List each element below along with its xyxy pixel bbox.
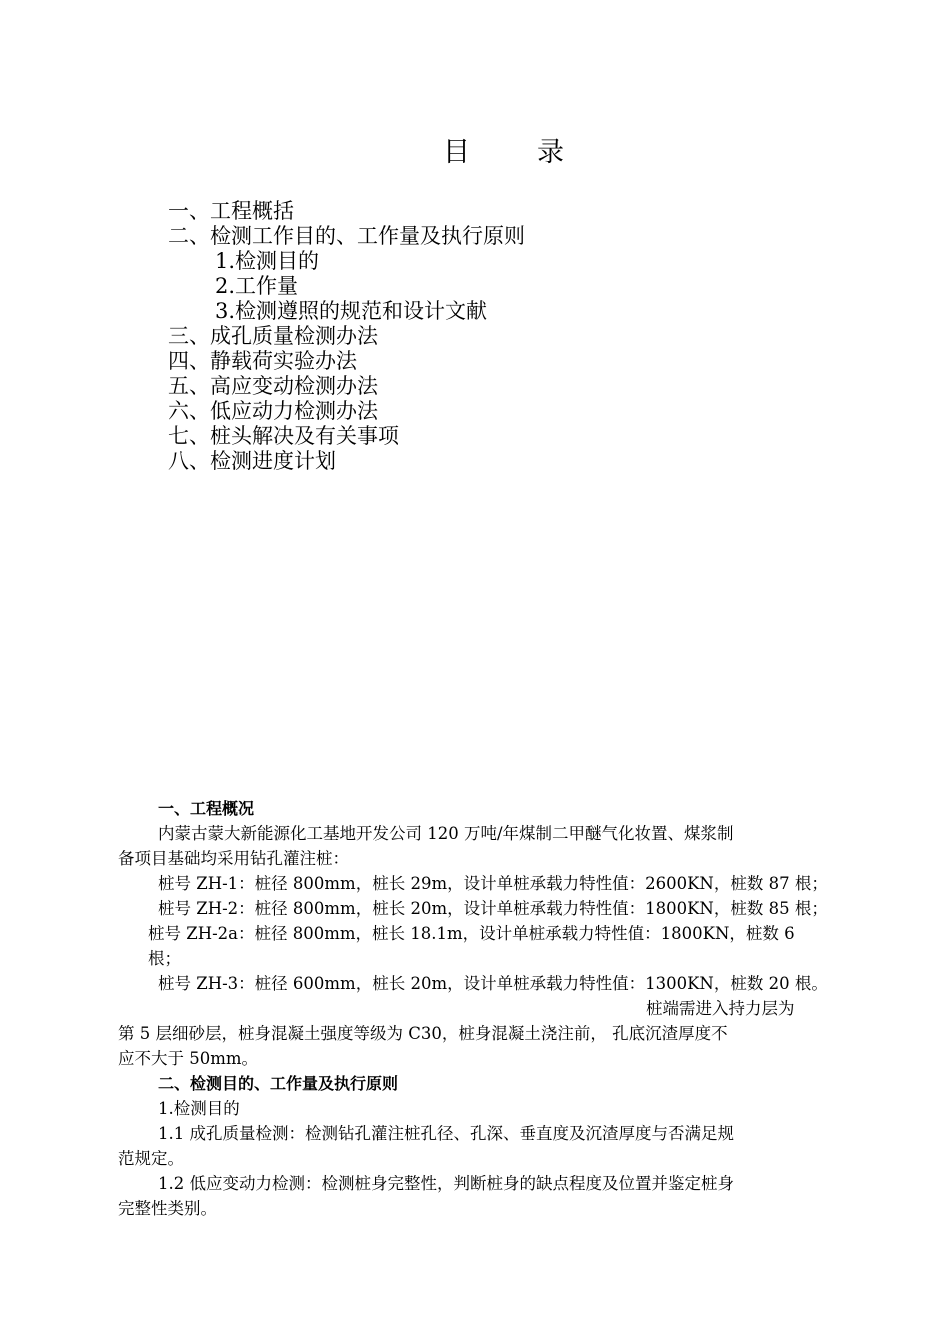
paragraph-line: 应不大于 50mm。: [118, 1049, 259, 1068]
toc-item: 二、检测工作目的、工作量及执行原则: [168, 224, 525, 248]
paragraph-line: 桩端需进入持力层为: [646, 999, 795, 1018]
toc-subitem: 1.检测目的: [215, 249, 320, 273]
paragraph-line: 备项目基础均采用钻孔灌注桩：: [118, 849, 349, 868]
toc-item: 六、低应动力检测办法: [168, 399, 378, 423]
paragraph-line: 根；: [148, 949, 181, 968]
toc-subitem: 2.工作量: [215, 274, 299, 298]
section-heading: 一、工程概况: [158, 799, 255, 818]
toc-subitem: 3.检测遵照的规范和设计文献: [215, 299, 488, 323]
paragraph-line: 范规定。: [118, 1149, 184, 1168]
paragraph-line: 桩号 ZH-2：桩径 800mm，桩长 20m，设计单桩承载力特性值：1800KN，桩数 85 根；: [158, 899, 828, 918]
paragraph-line: 1.1 成孔质量检测：检测钻孔灌注桩孔径、孔深、垂直度及沉渣厚度与否满足规: [158, 1124, 734, 1143]
toc-item: 七、桩头解决及有关事项: [168, 424, 399, 448]
paragraph-line: 桩号 ZH-3：桩径 600mm，桩长 20m，设计单桩承载力特性值：1300KN，桩数 20 根。: [158, 974, 828, 993]
toc-item: 一、工程概括: [168, 199, 294, 223]
toc-title-right: 录: [537, 137, 564, 168]
toc-item: 三、成孔质量检测办法: [168, 324, 378, 348]
toc-item: 八、检测进度计划: [168, 449, 336, 473]
paragraph-line: 桩号 ZH-1：桩径 800mm，桩长 29m，设计单桩承载力特性值：2600KN，桩数 87 根；: [158, 874, 828, 893]
toc-item: 四、静载荷实验办法: [168, 349, 357, 373]
paragraph-line: 1.检测目的: [158, 1099, 240, 1118]
paragraph-line: 完整性类别。: [118, 1199, 217, 1218]
paragraph-line: 内蒙古蒙大新能源化工基地开发公司 120 万吨/年煤制二甲醚气化妆置、煤浆制: [158, 824, 734, 843]
toc-title-left: 目: [443, 137, 470, 168]
paragraph-line: 第 5 层细砂层，桩身混凝土强度等级为 C30，桩身混凝土浇注前， 孔底沉渣厚度不: [118, 1024, 728, 1043]
toc-title: [443, 130, 564, 169]
paragraph-line: 1.2 低应变动力检测：检测桩身完整性，判断桩身的缺点程度及位置并鉴定桩身: [158, 1174, 734, 1193]
toc-item: 五、高应变动检测办法: [168, 374, 378, 398]
paragraph-line: 桩号 ZH-2a：桩径 800mm，桩长 18.1m，设计单桩承载力特性值：1800KN，桩数 6: [148, 924, 795, 943]
section-heading: 二、检测目的、工作量及执行原则: [158, 1074, 399, 1093]
